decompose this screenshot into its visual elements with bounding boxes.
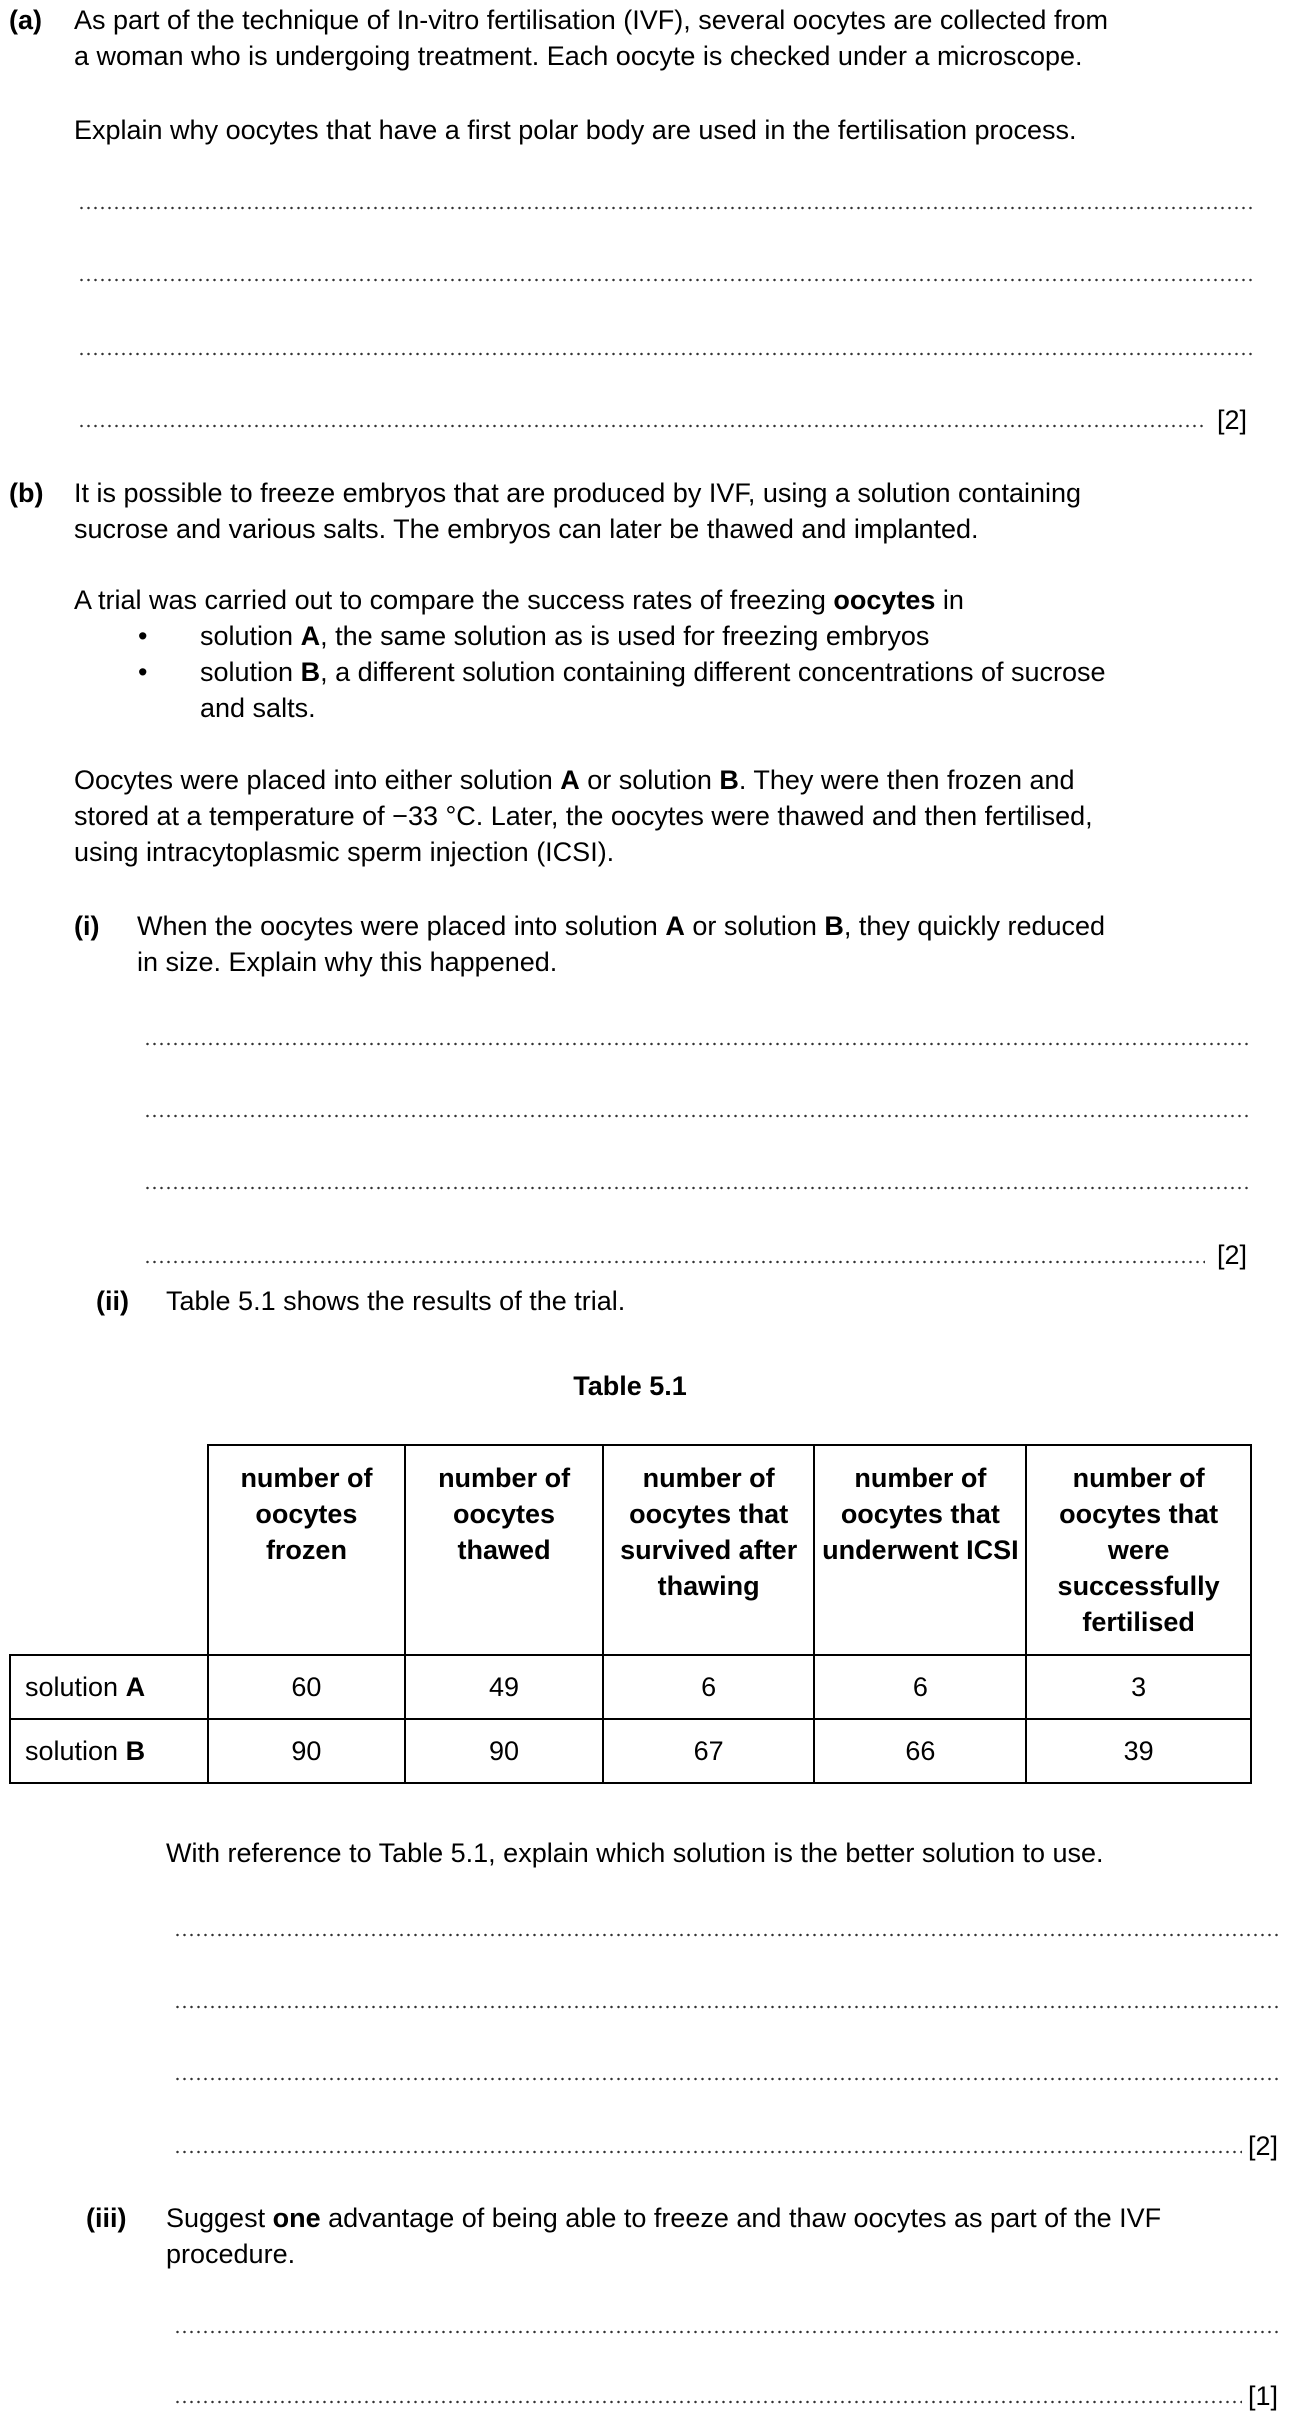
question-bold-b: B xyxy=(824,911,844,941)
part-b-ii-question: With reference to Table 5.1, explain which solution is the better solution to use. xyxy=(166,1838,1104,1868)
trial-text-end: in xyxy=(935,585,964,615)
part-b-ii-intro: Table 5.1 shows the results of the trial. xyxy=(166,1286,626,1316)
table-row xyxy=(10,1655,1251,1719)
table-cell: 90 xyxy=(208,1719,406,1783)
table-cell: 6 xyxy=(814,1655,1026,1719)
table-cell: 3 xyxy=(1026,1655,1251,1719)
part-b-intro xyxy=(74,475,1264,547)
column-header: number of oocytes frozen xyxy=(208,1445,406,1655)
table-cell: 39 xyxy=(1026,1719,1251,1783)
part-b-i-label: (i) xyxy=(74,911,100,941)
part-b-iii-question xyxy=(166,2200,1286,2272)
method-bold-b: B xyxy=(719,765,739,795)
method-bold-a: A xyxy=(560,765,580,795)
bullet-text-end: , the same solution as is used for freezing embryos xyxy=(320,621,930,651)
bullet-solution-a xyxy=(200,618,929,654)
bullet-icon: • xyxy=(138,657,148,687)
question-text: or solution xyxy=(684,911,825,941)
table-cell: 66 xyxy=(814,1719,1026,1783)
mark-allocation: [2] xyxy=(1248,2131,1279,2161)
column-header: number of oocytes that were successfully fertilised xyxy=(1026,1445,1251,1655)
answer-line[interactable] xyxy=(174,2150,1242,2154)
part-a-question: Explain why oocytes that have a first polar body are used in the fertilisation process. xyxy=(74,115,1077,145)
column-header: number of oocytes that underwent ICSI xyxy=(814,1445,1026,1655)
row-header-bold: A xyxy=(125,1672,146,1702)
bullet-text: solution xyxy=(200,657,301,687)
bullet-bold: A xyxy=(300,621,321,651)
trial-sentence xyxy=(74,582,964,618)
table-cell: 60 xyxy=(208,1655,406,1719)
question-bold-a: A xyxy=(665,911,685,941)
method-paragraph xyxy=(74,762,1264,870)
table-title: Table 5.1 xyxy=(573,1371,687,1401)
answer-line[interactable] xyxy=(144,1114,1252,1118)
table-cell: 6 xyxy=(603,1655,815,1719)
row-header xyxy=(10,1719,208,1783)
part-a-stem xyxy=(74,2,1264,74)
trial-text: A trial was carried out to compare the success rates of freezing xyxy=(74,585,834,615)
column-header: number of oocytes thawed xyxy=(405,1445,603,1655)
question-line-2: in size. Explain why this happened. xyxy=(137,947,558,977)
table-cell: 67 xyxy=(603,1719,815,1783)
bullet-text: solution xyxy=(200,621,301,651)
table-cell: 90 xyxy=(405,1719,603,1783)
row-header-text: solution xyxy=(25,1672,126,1702)
question-text: When the oocytes were placed into solution xyxy=(137,911,666,941)
method-text: . They were then frozen and xyxy=(738,765,1075,795)
row-header-text: solution xyxy=(25,1736,126,1766)
part-a-line-1: As part of the technique of In-vitro fertilisation (IVF), several oocytes are collected from xyxy=(74,5,1108,35)
answer-line[interactable] xyxy=(144,1042,1252,1046)
question-text: , they quickly reduced xyxy=(843,911,1106,941)
column-header: number of oocytes that survived after thawing xyxy=(603,1445,815,1655)
question-text: Suggest xyxy=(166,2203,273,2233)
method-text: Oocytes were placed into either solution xyxy=(74,765,561,795)
question-bold-one: one xyxy=(272,2203,321,2233)
answer-line[interactable] xyxy=(144,1260,1205,1264)
mark-allocation: [2] xyxy=(1217,405,1248,435)
answer-line[interactable] xyxy=(78,278,1252,282)
question-text: advantage of being able to freeze and thaw oocytes as part of the IVF xyxy=(320,2203,1162,2233)
method-line-2: stored at a temperature of −33 °C. Later, the oocytes were thawed and then fertilised, xyxy=(74,801,1093,831)
results-table xyxy=(9,1444,1252,1784)
part-b-intro-line-2: sucrose and various salts. The embryos can later be thawed and implanted. xyxy=(74,514,979,544)
method-text: or solution xyxy=(579,765,720,795)
mark-allocation: [2] xyxy=(1217,1240,1248,1270)
bullet-text-line-2: and salts. xyxy=(200,693,316,723)
part-b-label: (b) xyxy=(9,478,44,508)
part-a-label: (a) xyxy=(9,5,42,35)
answer-line[interactable] xyxy=(174,1933,1280,1937)
table-corner-cell xyxy=(10,1445,208,1655)
answer-line[interactable] xyxy=(174,2400,1242,2404)
bullet-bold: B xyxy=(300,657,321,687)
bullet-icon: • xyxy=(138,621,148,651)
trial-bold-word: oocytes xyxy=(833,585,936,615)
answer-line[interactable] xyxy=(174,2005,1280,2009)
answer-line[interactable] xyxy=(174,2077,1280,2081)
answer-line[interactable] xyxy=(78,206,1252,210)
part-b-iii-label: (iii) xyxy=(86,2203,127,2233)
row-header-bold: B xyxy=(125,1736,146,1766)
bullet-solution-b xyxy=(200,654,1106,726)
part-b-intro-line-1: It is possible to freeze embryos that are produced by IVF, using a solution containing xyxy=(74,478,1082,508)
answer-line[interactable] xyxy=(174,2330,1280,2334)
table-header-row xyxy=(10,1445,1251,1655)
answer-line[interactable] xyxy=(78,424,1205,428)
part-a-line-2: a woman who is undergoing treatment. Each oocyte is checked under a microscope. xyxy=(74,41,1083,71)
part-b-ii-label: (ii) xyxy=(96,1286,129,1316)
answer-line[interactable] xyxy=(78,352,1252,356)
part-b-i-question xyxy=(137,908,1267,980)
mark-allocation: [1] xyxy=(1248,2381,1279,2411)
row-header xyxy=(10,1655,208,1719)
table-row xyxy=(10,1719,1251,1783)
method-line-3: using intracytoplasmic sperm injection (ICSI). xyxy=(74,837,615,867)
question-line-2: procedure. xyxy=(166,2239,296,2269)
table-cell: 49 xyxy=(405,1655,603,1719)
bullet-text-end: , a different solution containing different concentrations of sucrose xyxy=(320,657,1106,687)
answer-line[interactable] xyxy=(144,1186,1252,1190)
